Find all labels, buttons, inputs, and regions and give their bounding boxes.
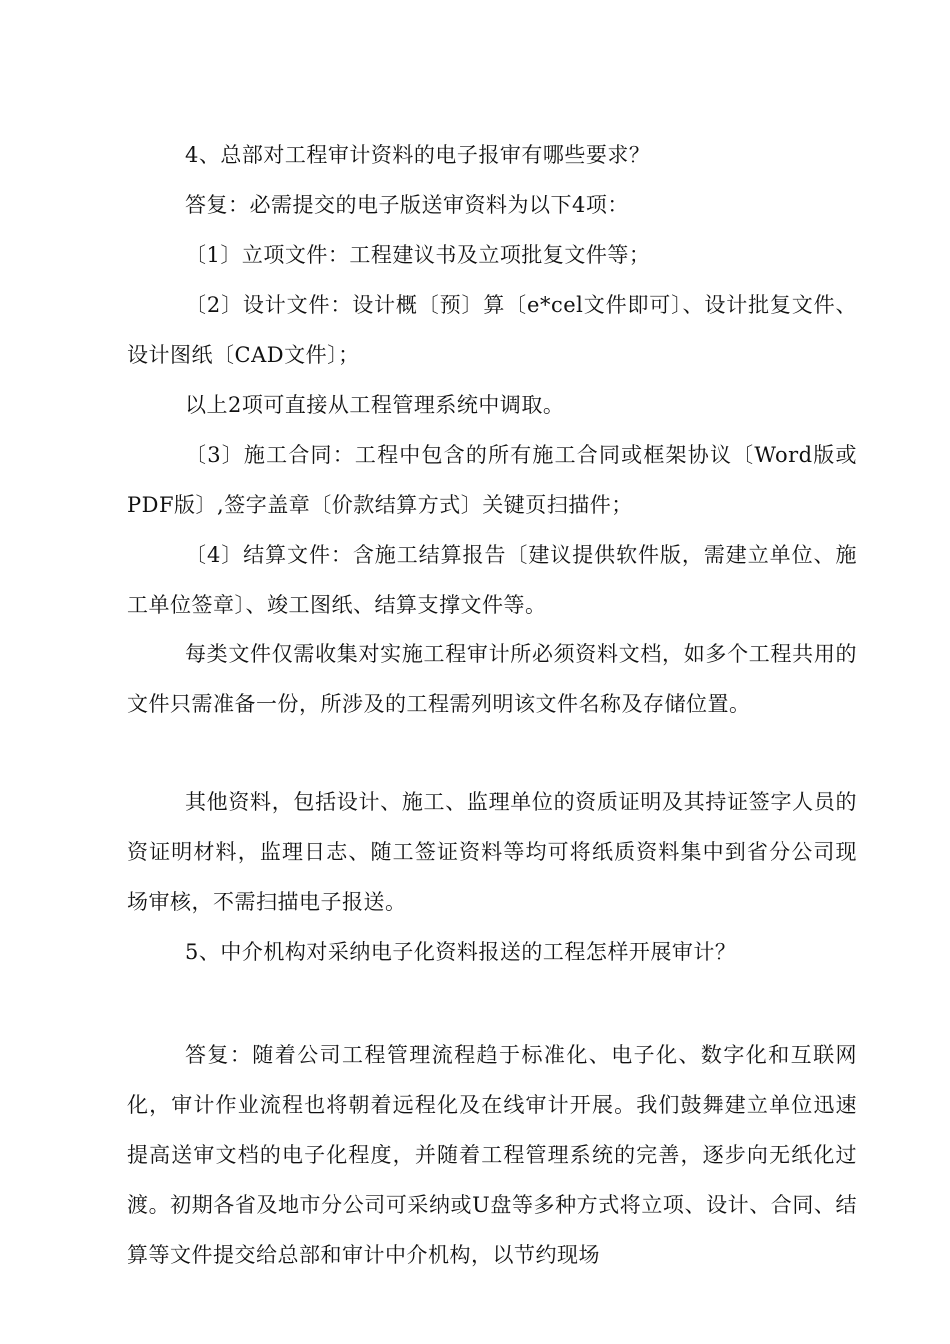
paragraph-other-materials: 其他资料，包括设计、施工、监理单位的资质证明及其持证签字人员的资证明材料，监理日志、随工签证资料等均可将纸质资料集中到省分公司现场审核，不需扫描电子报送。 — [127, 790, 857, 914]
question-4: 4、总部对工程审计资料的电子报审有哪些要求？ — [185, 143, 651, 167]
item-4-settlement-files: 〔4〕结算文件：含施工结算报告〔建议提供软件版，需建立单位、施工单位签章〕、竣工图纸、结算支撑文件等。 — [127, 543, 857, 617]
question-5: 5、中介机构对采纳电子化资料报送的工程怎样开展审计？ — [185, 940, 737, 964]
answer-4-intro: 答复：必需提交的电子版送审资料为以下4项： — [185, 193, 629, 217]
item-2-design-files: 〔2〕设计文件：设计概〔预〕算〔e*cel文件即可〕、设计批复文件、设计图纸〔CAD文件〕； — [127, 293, 857, 367]
paragraph-file-collection: 每类文件仅需收集对实施工程审计所必须资料文档，如多个工程共用的文件只需准备一份，所涉及的工程需列明该文件名称及存储位置。 — [127, 642, 857, 716]
item-1-project-files: 〔1〕立项文件：工程建议书及立项批复文件等； — [185, 243, 651, 267]
item-3-construction-contract: 〔3〕施工合同：工程中包含的所有施工合同或框架协议〔Word版或PDF版〕,签字盖章〔价款结算方式〕关键页扫描件； — [127, 443, 857, 517]
answer-5: 答复：随着公司工程管理流程趋于标准化、电子化、数字化和互联网化，审计作业流程也将朝着远程化及在线审计开展。我们鼓舞建立单位迅速提高送审文档的电子化程度，并随着工程管理系统的完善，逐步向无纸化过渡。初期各省及地市分公司可采纳或U盘等多种方式将立项、设计、合同、结算等文件提交给总部和审计中介机构，以节约现场 — [127, 1043, 857, 1267]
note-system-retrieval: 以上2项可直接从工程管理系统中调取。 — [185, 393, 565, 417]
